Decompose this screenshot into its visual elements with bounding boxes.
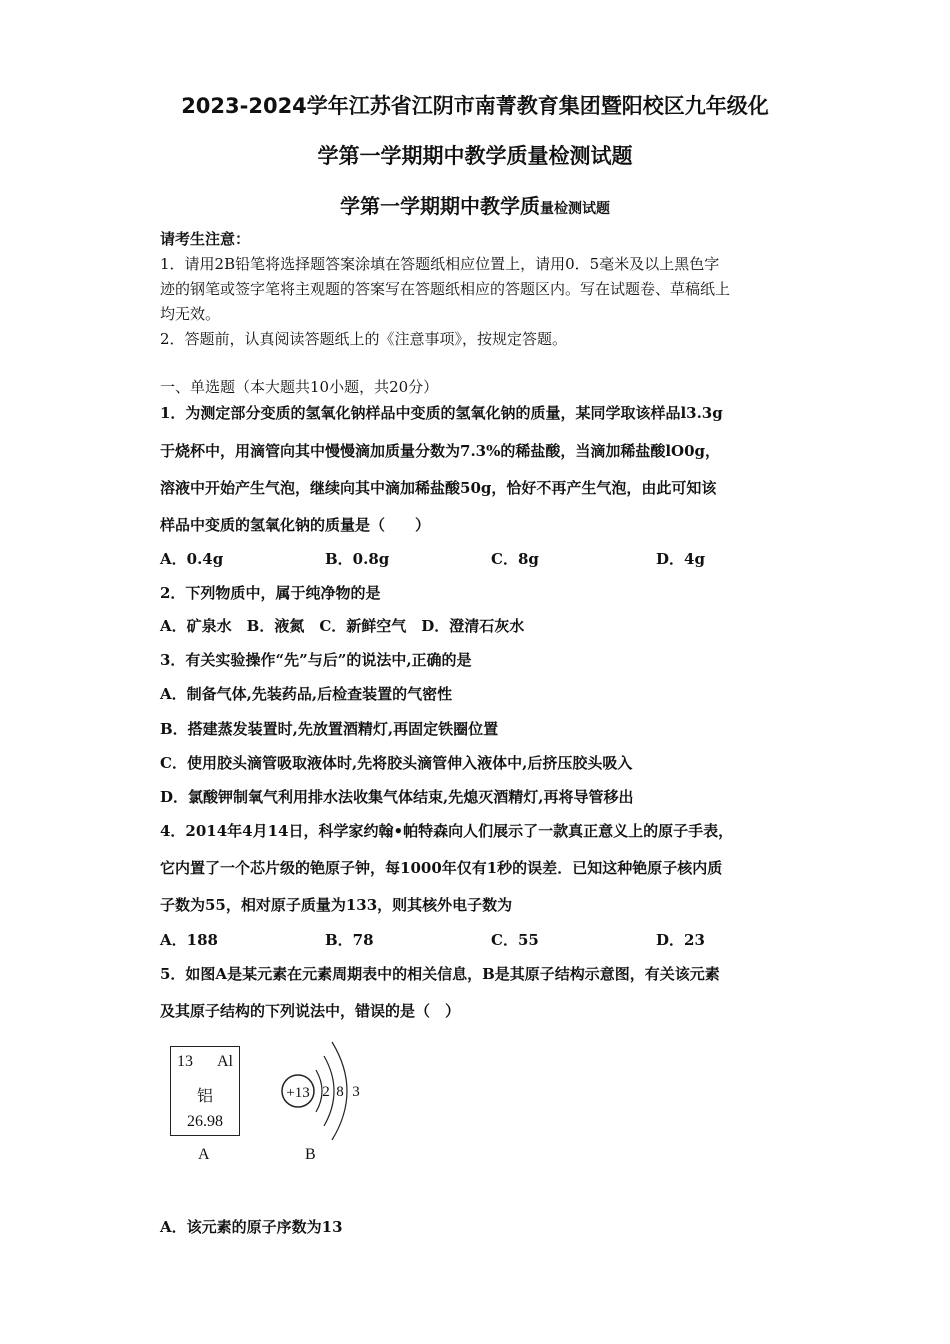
q5-option-a: A．该元素的原子序数为13 — [160, 1218, 343, 1236]
q3-option-c: C．使用胶头滴管吸取液体时,先将胶头滴管伸入液体中,后挤压胶头吸入 — [160, 754, 633, 772]
q1-line4: 样品中变质的氢氧化钠的质量是（ ） — [160, 516, 431, 534]
subtitle-small: 量检测试题 — [540, 201, 610, 217]
tile-atomic-mass: 26.98 — [187, 1113, 223, 1130]
q3-option-d: D．氯酸钾制氧气利用排水法收集气体结束,先熄灭酒精灯,再将导管移出 — [160, 788, 634, 806]
q4-line2: 它内置了一个芯片级的铯原子钟，每1000年仅有1秒的误差．已知这种铯原子核内质 — [160, 859, 723, 877]
section-heading: 一、单选题（本大题共10小题，共20分） — [160, 378, 439, 396]
shell-arc-1 — [316, 1070, 322, 1112]
q1-option-b: B．0.8g — [325, 550, 390, 568]
notice-item1-line3: 均无效。 — [160, 305, 221, 323]
q3-option-b: B．搭建蒸发装置时,先放置酒精灯,再固定铁圈位置 — [160, 720, 499, 738]
nucleus-charge: +13 — [286, 1085, 310, 1101]
q2-options: A．矿泉水 B．液氮 C．新鲜空气 D．澄清石灰水 — [160, 617, 525, 635]
page-title: 2023-2024学年江苏省江阴市南菁教育集团暨阳校区九年级化 — [181, 94, 769, 118]
q1-option-d: D．4g — [656, 550, 705, 568]
tile-atomic-number: 13 — [177, 1053, 193, 1070]
shell1-electrons: 2 — [322, 1084, 330, 1100]
figure-label-a: A — [198, 1146, 210, 1163]
q4-option-c: C．55 — [491, 931, 539, 949]
subtitle-large: 学第一学期期中教学质 — [340, 194, 540, 218]
q4-option-d: D．23 — [656, 931, 705, 949]
notice-item2: 2．答题前，认真阅读答题纸上的《注意事项》，按规定答题。 — [160, 330, 568, 348]
q4-line3: 子数为55，相对原子质量为133，则其核外电子数为 — [160, 896, 513, 914]
q4-line1: 4．2014年4月14日，科学家约翰•帕特森向人们展示了一款真正意义上的原子手表， — [160, 822, 734, 840]
q1-option-c: C．8g — [491, 550, 539, 568]
q3-stem: 3．有关实验操作“先”与后”的说法中,正确的是 — [160, 651, 472, 669]
q1-line2: 于烧杯中，用滴管向其中慢慢滴加质量分数为7.3%的稀盐酸，当滴加稀盐酸lO0g， — [160, 442, 721, 460]
q3-option-a: A．制备气体,先装药品,后检查装置的气密性 — [160, 685, 453, 703]
q1-line1: 1．为测定部分变质的氢氧化钠样品中变质的氢氧化钠的质量，某同学取该样品l3.3g — [160, 404, 723, 422]
tile-symbol: Al — [217, 1053, 233, 1070]
shell3-electrons: 3 — [352, 1084, 360, 1100]
q4-option-a: A．188 — [160, 931, 218, 949]
shell2-electrons: 8 — [336, 1084, 344, 1100]
q1-option-a: A．0.4g — [160, 550, 224, 568]
page-subtitle — [0, 190, 950, 219]
notice-item1-line2: 迹的钢笔或签字笔将主观题的答案写在答题纸相应的答题区内。写在试题卷、草稿纸上 — [160, 280, 731, 298]
atomic-structure-diagram — [276, 1030, 376, 1155]
page-title-line2: 学第一学期期中教学质量检测试题 — [317, 144, 633, 168]
q5-line1: 5．如图A是某元素在元素周期表中的相关信息，B是其原子结构示意图，有关该元素 — [160, 965, 720, 983]
tile-element-name: 铝 — [196, 1086, 213, 1105]
q5-line2: 及其原子结构的下列说法中，错误的是（ ） — [160, 1002, 461, 1020]
notice-item1-line1: 1．请用2B铅笔将选择题答案涂填在答题纸相应位置上，请用0．5毫米及以上黑色字 — [160, 255, 720, 273]
q2-stem: 2．下列物质中，属于纯净物的是 — [160, 584, 381, 602]
notice-heading: 请考生注意： — [160, 230, 251, 248]
q4-option-b: B．78 — [325, 931, 374, 949]
q1-line3: 溶液中开始产生气泡，继续向其中滴加稀盐酸50g，恰好不再产生气泡，由此可知该 — [160, 479, 717, 497]
element-tile — [170, 1046, 240, 1136]
figure-label-b: B — [305, 1146, 316, 1163]
